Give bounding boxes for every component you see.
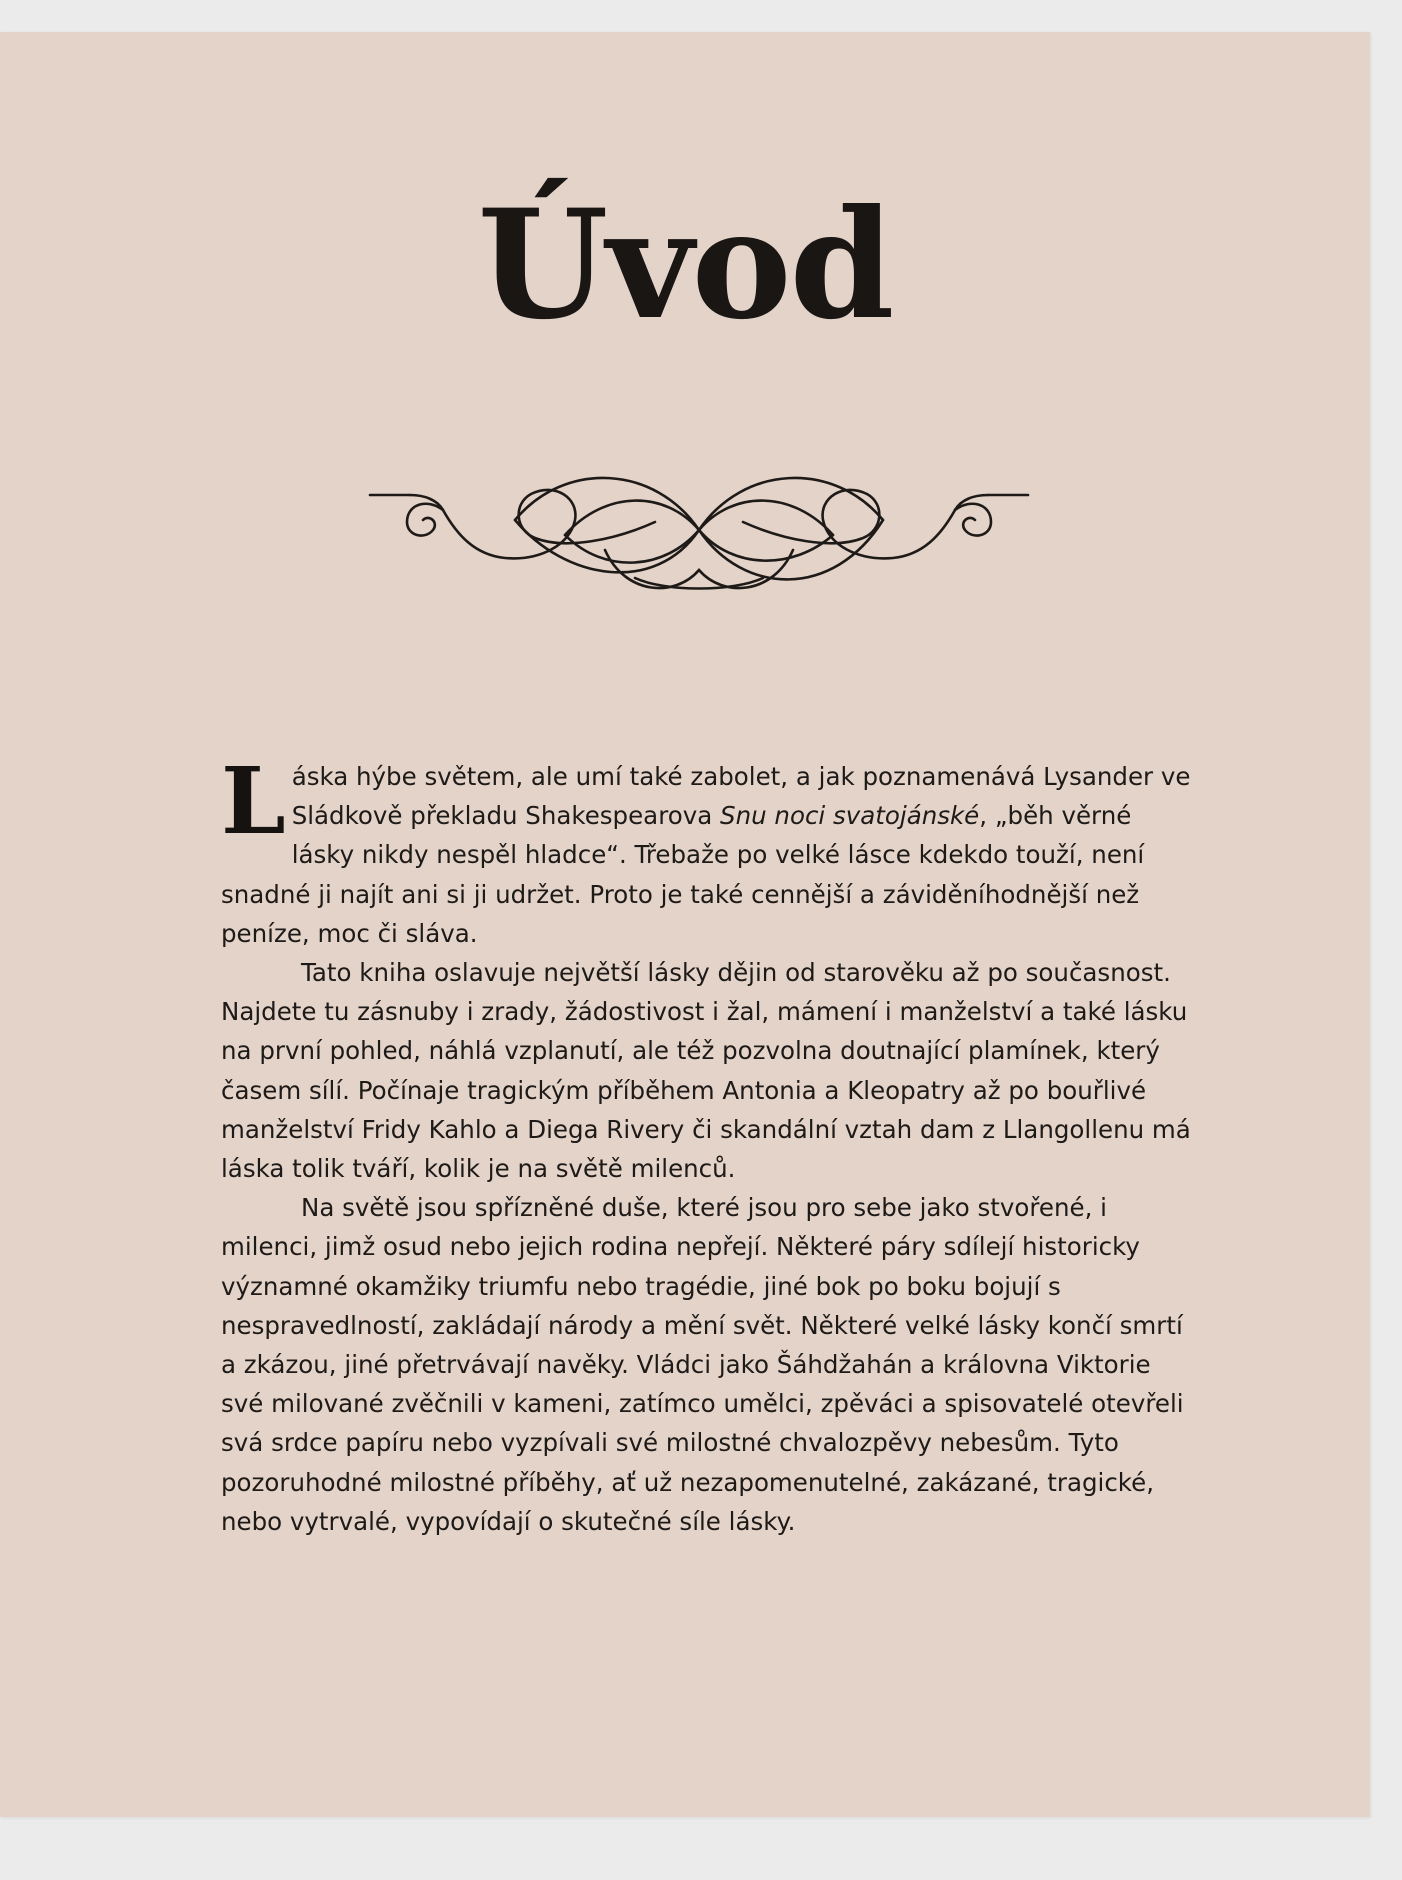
paragraph-1-text-end: , „běh věrné lásky nikdy nespěl hladce“. Třebaže po velké lásce kdekdo touží, není snadné ji najít ani si ji udržet. Proto je také cennější a záviděníhodnější než peníze, moc či sláva. — [221, 801, 1145, 948]
paragraph-3: Na světě jsou spřízněné duše, které jsou pro sebe jako stvořené, i milenci, jimž osud nebo jejich rodina nepřejí. Některé páry sdílejí historicky významné okamžiky triumfu nebo tragédie, jiné bok po boku bojují s nespravedlností, zakládají národy a mění svět. Některé velké lásky končí smrtí a zkázou, jiné přetrvávají navěky. Vládci jako Šáhdžahán a královna Viktorie své milované zvěčnili v kameni, zatímco umělci, zpěváci a spisovatelé otevřeli svá srdce papíru nebo vyzpívali své milostné chvalozpěvy nebesům. Tyto pozoruhodné milostné příběhy, ať už nezapomenutelné, zakázané, tragické, nebo vytrvalé, vypovídají o skutečné síle lásky. — [221, 1193, 1184, 1536]
paragraph-1-text: áska hýbe světem, ale umí také zabolet, a jak poznamenává Lysander ve Sládkově překladu Shakespearova — [291, 762, 1191, 831]
paragraph-1 — [221, 747, 1196, 953]
book-title-italic: Snu noci svatojánské — [720, 801, 980, 831]
intro-text — [221, 747, 1196, 1541]
page-title: Úvod — [477, 177, 893, 353]
flourish-divider-icon — [365, 460, 1033, 600]
drop-cap: L — [221, 747, 286, 855]
paragraph-2: Tato kniha oslavuje největší lásky dějin od starověku až po současnost. Najdete tu zásnuby i zrady, žádostivost i žal, mámení i manželství a také lásku na první pohled, náhlá vzplanutí, ale též pozvolna doutnající plamínek, který časem sílí. Počínaje tragickým příběhem Antonia a Kleopatry až po bouřlivé manželství Fridy Kahlo a Diega Rivery či skandální vztah dam z Llangollenu má láska tolik tváří, kolik je na světě milenců. — [221, 958, 1191, 1184]
book-page — [0, 32, 1370, 1817]
